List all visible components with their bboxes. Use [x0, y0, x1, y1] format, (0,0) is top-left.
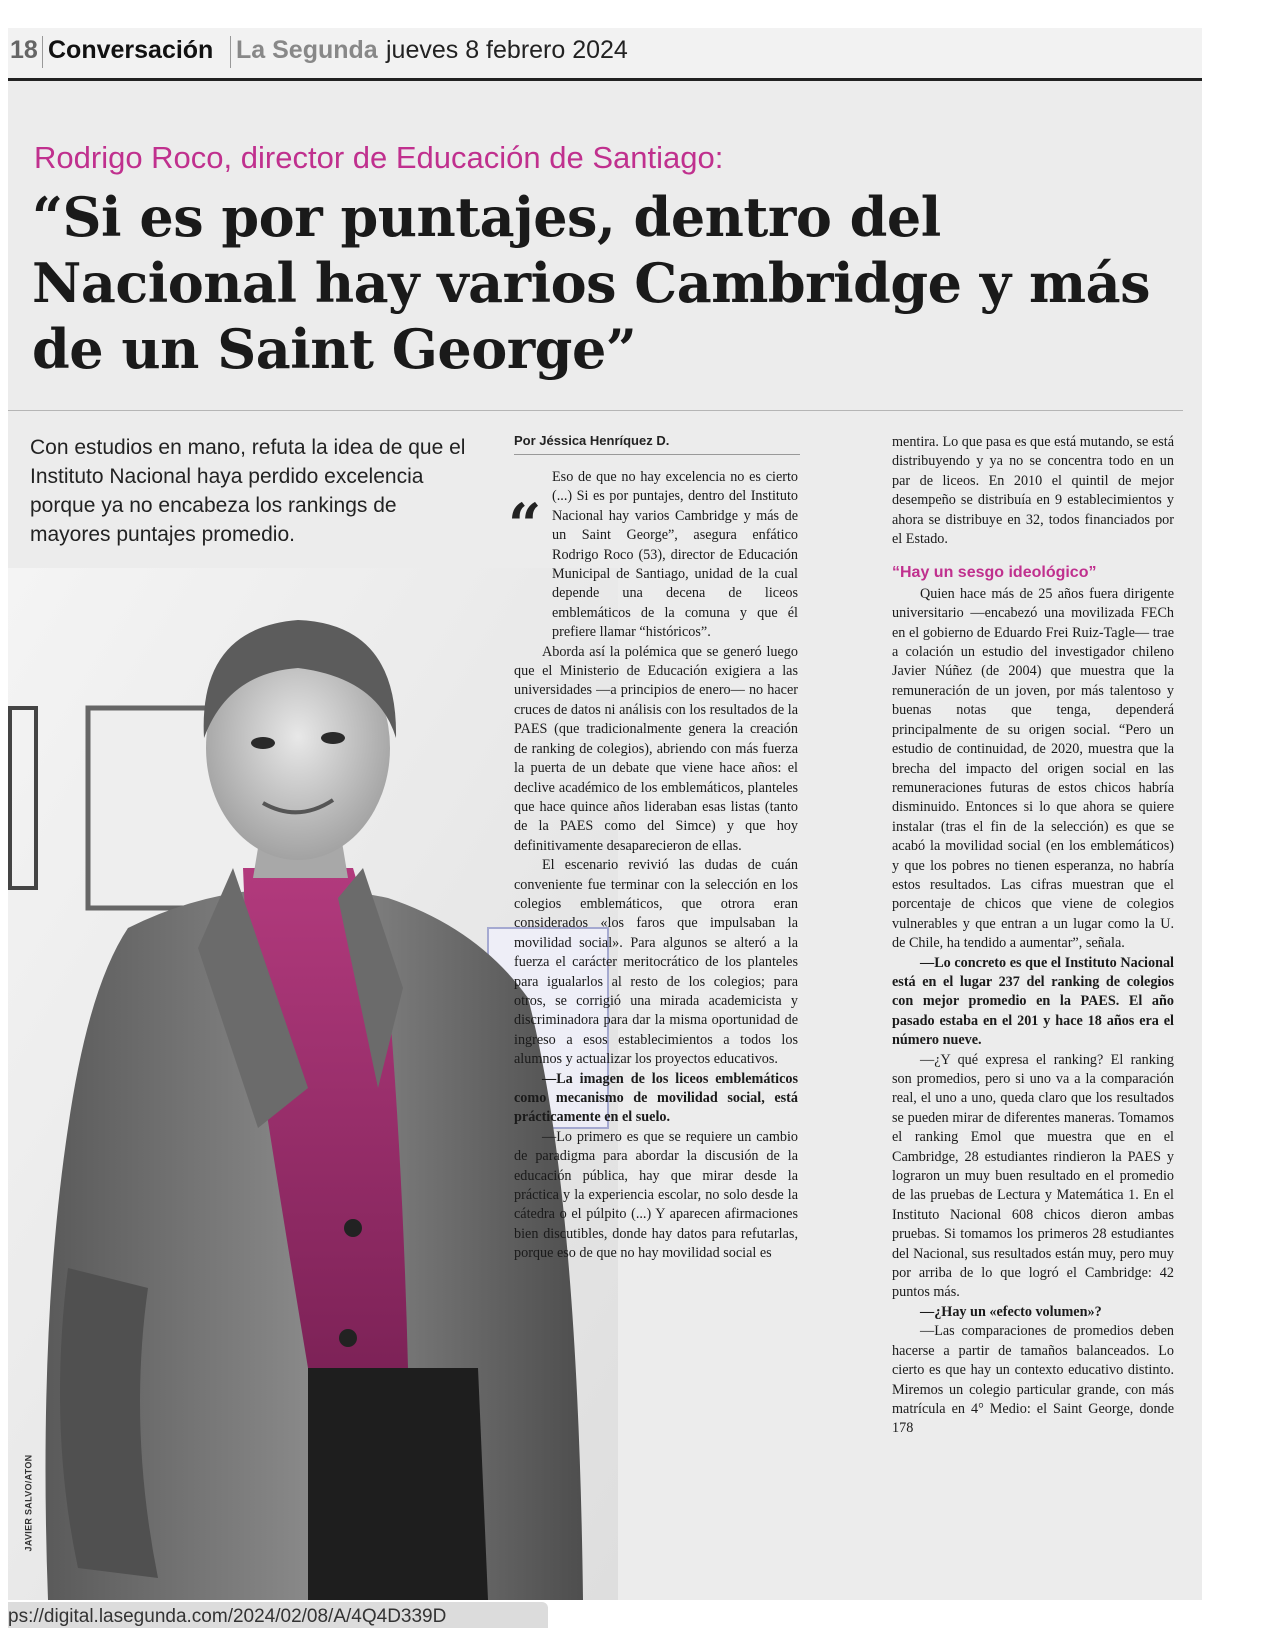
header-divider [230, 36, 231, 68]
article-paragraph: —Las comparaciones de promedios deben hacerse a partir de tamaños balanceados. Lo cierto es que hay un contexto educativo distinto. Miremos un colegio particular grande, con más matrícula en 4° Medio: el Saint George, donde 178 [892, 1323, 1174, 1437]
section-name: Conversación [48, 36, 214, 64]
byline: Por Jéssica Henríquez D. [514, 433, 800, 455]
headline-rule [8, 410, 1183, 411]
lede: Con estudios en mano, refuta la idea de que el Instituto Nacional haya perdido excelencia porque ya no encabeza los rankings de mayores puntajes promedio. [30, 436, 466, 546]
newspaper-name: La Segunda [236, 36, 378, 64]
kicker: Rodrigo Roco, director de Educación de Santiago: [34, 140, 724, 175]
article-column-2 [514, 468, 798, 1264]
article-paragraph: —Lo concreto es que el Instituto Nacional está en el lugar 237 del ranking de colegios con mejor promedio en la PAES. El año pasado estaba en el 201 y hace 18 años era el número nueve. [892, 954, 1174, 1049]
article-paragraph: Eso de que no hay excelencia no es cierto (...) Si es por puntajes, dentro del Instituto Nacional hay varios Cambridge y más de un Saint George”, asegura enfático Rodrigo Roco (53), director de Educación Municipal de Santiago, unidad de la cual depende una decena de liceos emblemáticos de la comuna y que él prefiere llamar “históricos”. [552, 469, 798, 641]
subheading: “Hay un sesgo ideológico” [892, 564, 1097, 582]
article-paragraph: —Lo primero es que se requiere un cambio de paradigma para abordar la discusión de la educación pública, hay que mirar desde la práctica y la experiencia escolar, no solo desde la cátedra o el púlpito (...) Y aparecen afirmaciones bien discutibles, donde hay datos para refutarlas, porque eso de que no hay movilidad social es [514, 1128, 798, 1262]
article-paragraph: —¿Hay un «efecto volumen»? [920, 1303, 1102, 1320]
article-paragraph: El escenario revivió las dudas de cuán conveniente fue terminar con la selección en los colegios emblemáticos, que otrora eran considerados «los faros que impulsaban la movilidad social». Para algunos se alteró a la fuerza el carácter meritocrático de los planteles para igualarlos al resto de los colegios; para otros, se corrigió una mirada academicista y discriminadora para dar la misma oportunidad de ingreso a esos establecimientos a todos los alumnos y actualizar los proyectos educativos. [514, 857, 798, 1068]
quote-mark-icon: “ [508, 491, 542, 559]
column-3-top [892, 433, 1174, 549]
article-column-3 [892, 433, 1174, 1439]
article-paragraph: mentira. Lo que pasa es que está mutando, se está distribuyendo y ya no se concentra todo en un par de liceos. En 2010 el quintil de mejor desempeño se distribuía en 9 establecimientos y ahora se distribuye en 32, todos financiados por el Estado. [892, 434, 1174, 548]
article-paragraph: —¿Y qué expresa el ranking? El ranking son promedios, pero si uno va a la comparación real, el uno a uno, queda claro que los resultados se pueden mirar de diferentes maneras. Tomamos el ranking Emol que muestra que en el Cambridge, 28 estudiantes rindieron la PAES y lograron un muy buen resultado en el promedio de las pruebas de Lectura y Matemática 1. En el Instituto Nacional 608 chicos dieron ambas pruebas. Si tomamos los primeros 28 estudiantes del Nacional, sus resultados están muy, pero muy por arriba de lo que logró el Cambridge: 42 puntos más. [892, 1051, 1174, 1301]
article-paragraph: —La imagen de los liceos emblemáticos como mecanismo de movilidad social, está prácticamente en el suelo. [514, 1070, 798, 1126]
photo-credit: JAVIER SALVO/ATON [23, 1454, 34, 1552]
page-header [8, 28, 1202, 81]
article-paragraph: Aborda así la polémica que se generó luego que el Ministerio de Educación exigiera a las universidades —a principios de enero— no hacer cruces de datos ni análisis con los resultados de la PAES (que tradicionalmente genera la creación de ranking de colegios), abriendo con más fuerza la puerta de un debate que viene hace años: el declive académico de los emblemáticos, planteles que hace quince años lideraban esas listas (tanto de la PAES como del Simce) y que hoy definitivamente desaparecieron de ellas. [514, 643, 798, 854]
url-bar[interactable]: ps://digital.lasegunda.com/2024/02/08/A/4Q4D339D [8, 1602, 548, 1628]
header-divider [42, 36, 43, 68]
issue-date: jueves 8 febrero 2024 [386, 36, 628, 64]
headline: “Si es por puntajes, dentro del Nacional hay varios Cambridge y más de un Saint George” [32, 185, 1151, 381]
column-3-bottom [892, 585, 1174, 1439]
newspaper-page [8, 28, 1202, 1627]
page-number: 18 [10, 36, 38, 64]
article-paragraph: Quien hace más de 25 años fuera dirigente universitario —encabezó una movilizada FECh en el gobierno de Eduardo Frei Ruiz-Tagle— trae a colación un estudio del investigador chileno Javier Núñez (de 2004) que muestra que la remuneración de un joven, por más talentoso y buenas notas que tenga, dependerá principalmente de su origen social. “Pero un estudio de continuidad, de 2020, muestra que la brecha del impacto del origen social en las remuneraciones futuras de estos chicos habría disminuido. Entonces si lo que ahora se quiere instalar (tras el fin de la selección) es que se acabó la movilidad social (en los emblemáticos) y que los pobres no tienen esperanza, no habría estos resultados. Las cifras muestran que el porcentaje de chicos que viene de colegios vulnerables y que entran a un lugar como la U. de Chile, ha tendido a aumentar”, señala. [892, 585, 1174, 952]
